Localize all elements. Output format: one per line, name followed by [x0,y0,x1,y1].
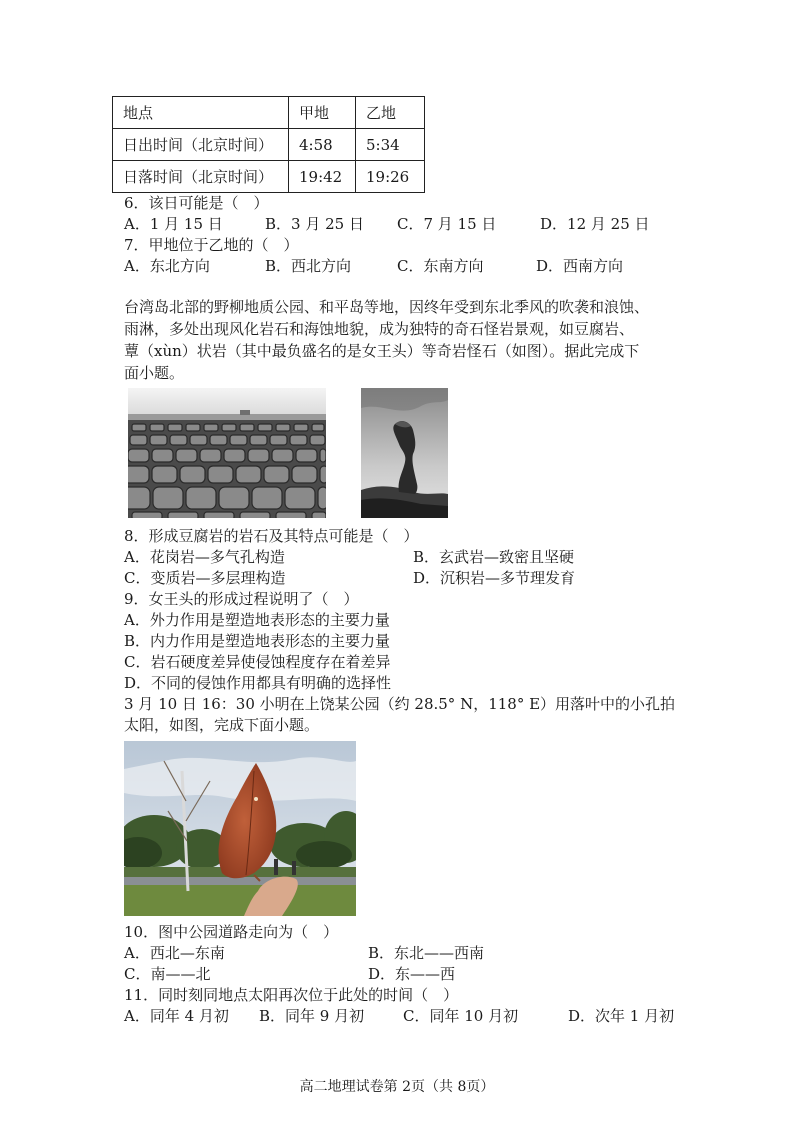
question-11-stem: 11．同时刻同地点太阳再次位于此处的时间（ ） [124,986,459,1004]
question-9-option-a: A．外力作用是塑造地表形态的主要力量 [124,611,390,629]
table-header-cell: 甲地 [289,97,356,129]
question-8-option-d: D．沉积岩—多节理发育 [413,569,576,587]
leaf-pinhole-sun-photo [124,741,356,916]
question-11-option-d: D．次年 1 月初 [568,1007,675,1025]
question-9-option-c: C．岩石硬度差异使侵蚀程度存在着差异 [124,653,391,671]
question-6-option-c: C．7 月 15 日 [397,215,497,233]
question-10-option-b: B．东北——西南 [368,944,485,962]
question-9-stem: 9．女王头的形成过程说明了（ ） [124,590,359,608]
table-cell: 19:42 [289,161,356,193]
question-6-option-d: D．12 月 25 日 [540,215,650,233]
table-header-cell: 乙地 [356,97,425,129]
table-cell: 4:58 [289,129,356,161]
question-9-option-d: D．不同的侵蚀作用都具有明确的选择性 [124,674,392,692]
passage-line: 面小题。 [124,364,185,382]
question-10-stem: 10．图中公园道路走向为（ ） [124,923,339,941]
question-7-option-d: D．西南方向 [536,257,624,275]
question-7-stem: 7．甲地位于乙地的（ ） [124,236,299,254]
page-footer: 高二地理试卷第 2页（共 8页） [299,1079,495,1095]
question-10-option-c: C．南——北 [124,965,211,983]
question-8-stem: 8．形成豆腐岩的岩石及其特点可能是（ ） [124,527,419,545]
queens-head-rock-photo [361,388,448,518]
question-11-option-a: A．同年 4 月初 [124,1007,229,1025]
table-header-cell: 地点 [113,97,289,129]
tofu-rock-photo [128,388,326,518]
table-row [113,161,425,193]
question-7-option-b: B．西北方向 [265,257,352,275]
passage-line: 台湾岛北部的野柳地质公园、和平岛等地，因终年受到东北季风的吹袭和浪蚀、 [124,298,650,316]
table-cell: 日出时间（北京时间） [113,129,289,161]
passage-line: 太阳，如图，完成下面小题。 [124,716,320,734]
table-cell: 5:34 [356,129,425,161]
question-10-option-d: D．东——西 [368,965,456,983]
question-8-option-c: C．变质岩—多层理构造 [124,569,286,587]
question-7-option-a: A．东北方向 [124,257,210,275]
question-8-option-a: A．花岗岩—多气孔构造 [124,548,285,566]
passage-line: 蕈（xùn）状岩（其中最负盛名的是女王头）等奇岩怪石（如图）。据此完成下 [124,342,640,360]
question-11-option-c: C．同年 10 月初 [403,1007,519,1025]
passage-line: 3 月 10 日 16：30 小明在上饶某公园（约 28.5° N，118° E）用落叶中的小孔拍 [124,695,676,713]
table-cell: 日落时间（北京时间） [113,161,289,193]
question-10-option-a: A．西北—东南 [124,944,225,962]
table-cell: 19:26 [356,161,425,193]
passage-line: 雨淋，多处出现风化岩石和海蚀地貌，成为独特的奇石怪岩景观，如豆腐岩、 [124,320,635,338]
table-row [113,129,425,161]
question-11-option-b: B．同年 9 月初 [259,1007,365,1025]
question-8-option-b: B．玄武岩—致密且坚硬 [413,548,575,566]
question-6-option-b: B．3 月 25 日 [265,215,364,233]
question-7-option-c: C．东南方向 [397,257,484,275]
sunrise-sunset-table [112,96,425,193]
question-6-stem: 6．该日可能是（ ） [124,194,269,212]
table-header-row [113,97,425,129]
question-6-option-a: A．1 月 15 日 [124,215,223,233]
question-9-option-b: B．内力作用是塑造地表形态的主要力量 [124,632,391,650]
